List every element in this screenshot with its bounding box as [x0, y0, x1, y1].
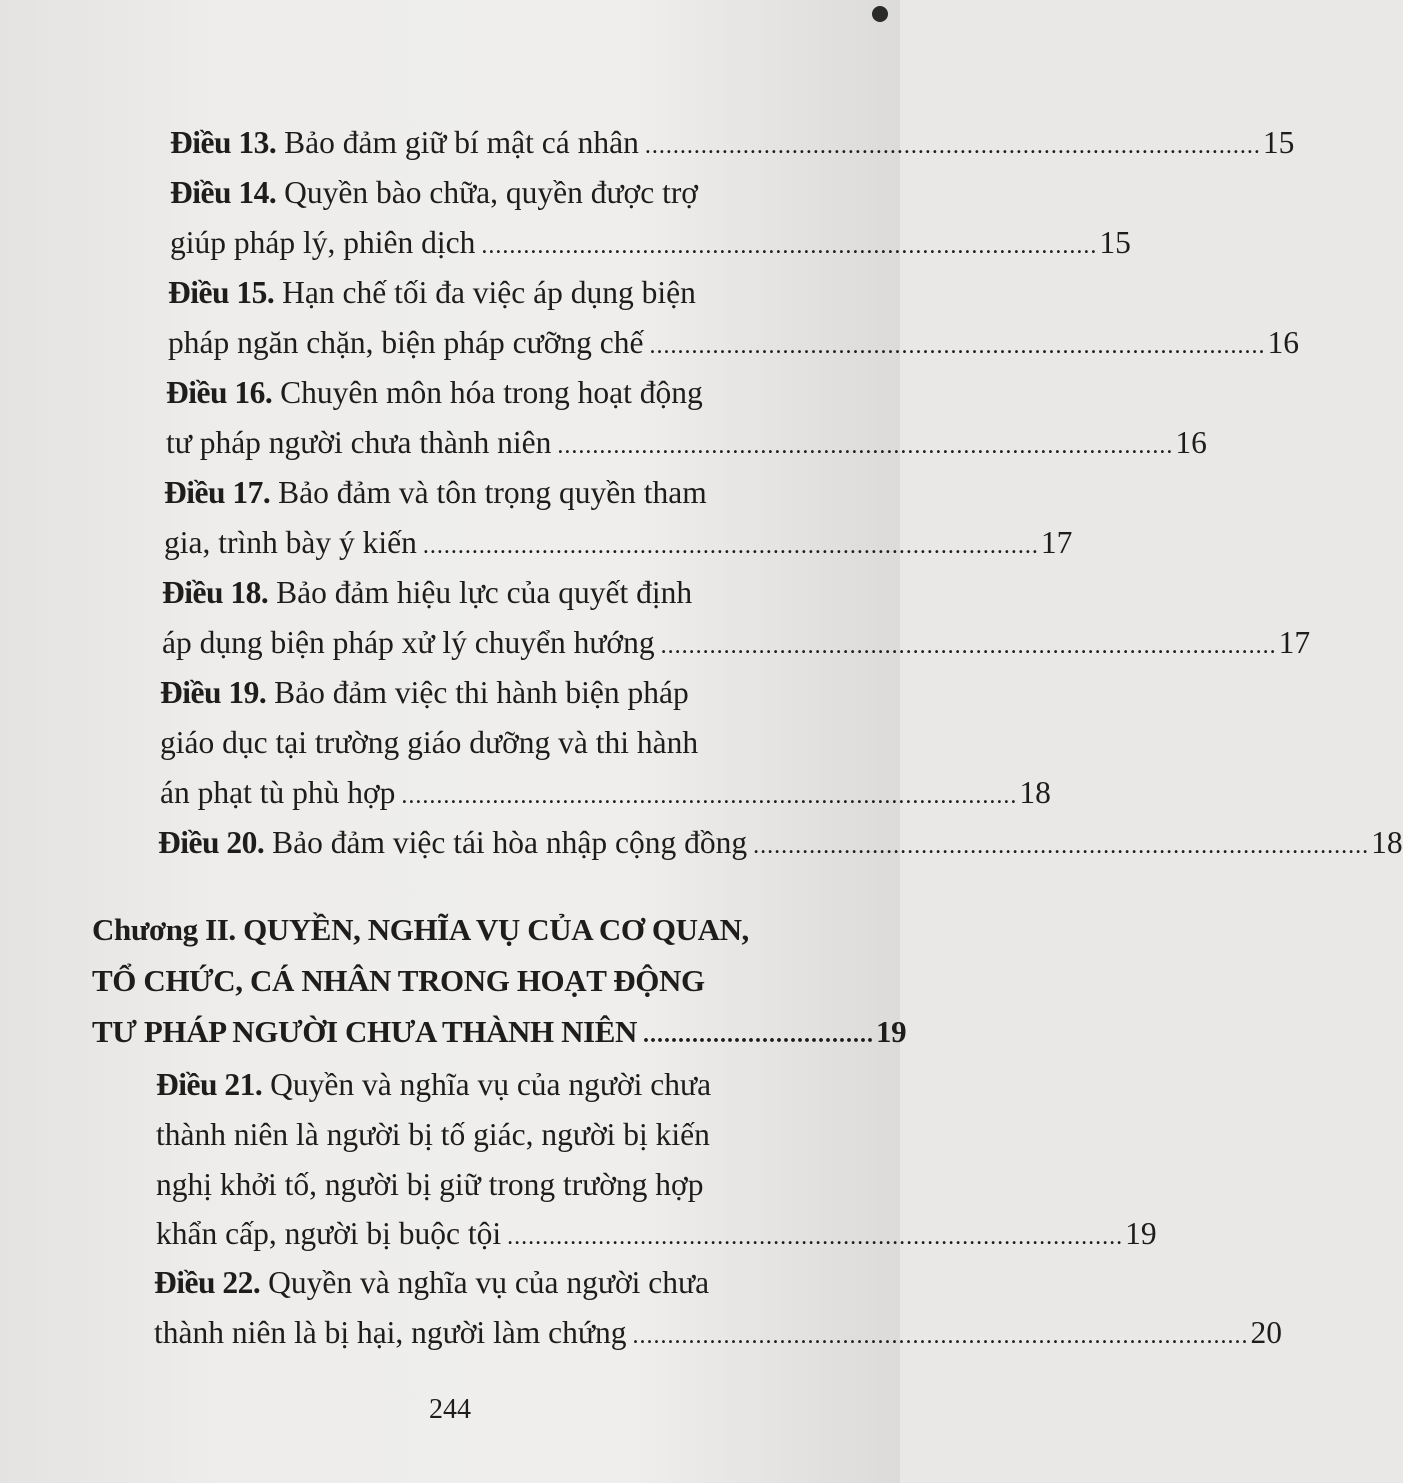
toc-entry-13: [170, 118, 1295, 172]
article-title-cont: khẩn cấp, người bị buộc tội: [156, 1216, 502, 1252]
article-title: Bảo đảm giữ bí mật cá nhân: [284, 125, 639, 160]
article-number: Điều 20.: [158, 825, 265, 860]
article-title-cont: thành niên là bị hại, người làm chứng: [154, 1314, 627, 1350]
toc-entry-21: [156, 1060, 1157, 1263]
page-ref: 18: [1371, 825, 1403, 860]
article-title: Chuyên môn hóa trong hoạt động: [280, 375, 703, 410]
article-number: Điều 18.: [162, 575, 269, 610]
toc-entry-20: [158, 818, 1403, 872]
page-ref: 17: [1278, 624, 1311, 660]
page-ref: 19: [876, 1014, 907, 1049]
article-number: Điều 16.: [166, 375, 273, 410]
leader-dots: ........................................................................................: [557, 432, 1174, 459]
toc-entry-16: [166, 368, 1207, 472]
article-number: Điều 14.: [170, 175, 277, 210]
corner-dot-mark: [872, 6, 888, 22]
chapter-title-line: TƯ PHÁP NGƯỜI CHƯA THÀNH NIÊN: [92, 1014, 637, 1049]
article-number: Điều 17.: [164, 475, 271, 510]
page-ref: 20: [1250, 1314, 1282, 1350]
page-ref: 19: [1125, 1216, 1157, 1252]
leader-dots: ........................................................................................: [507, 1224, 1124, 1251]
article-number: Điều 15.: [168, 275, 275, 310]
leader-dots: ........................................................................................: [401, 782, 1018, 809]
article-number: Điều 22.: [154, 1265, 261, 1300]
article-title-cont: nghị khởi tố, người bị giữ trong trường hợp: [156, 1166, 704, 1202]
leader-dots: ........................................................................................: [422, 532, 1039, 559]
toc-entry-14: [170, 168, 1131, 272]
toc-entry-19: [160, 668, 1051, 821]
article-title: Quyền và nghĩa vụ của người chưa: [270, 1067, 712, 1102]
leader-dots: ........................................................................................: [660, 632, 1277, 659]
article-title: Bảo đảm và tôn trọng quyền tham: [278, 475, 707, 510]
article-title-cont: án phạt tù phù hợp: [160, 774, 396, 810]
leader-dots: .................................: [643, 1022, 874, 1048]
article-title: Bảo đảm việc thi hành biện pháp: [274, 675, 689, 710]
toc-entry-17: [164, 468, 1073, 572]
toc-entry-15: [168, 268, 1299, 372]
chapter-title-line: TỔ CHỨC, CÁ NHÂN TRONG HOẠT ĐỘNG: [92, 963, 705, 998]
chapter-heading: [92, 904, 907, 1061]
article-title-cont: giúp pháp lý, phiên dịch: [170, 224, 476, 260]
article-title-cont: áp dụng biện pháp xử lý chuyển hướng: [162, 624, 655, 660]
page-ref: 17: [1040, 524, 1073, 560]
leader-dots: ........................................................................................: [649, 332, 1266, 359]
article-title-cont: gia, trình bày ý kiến: [164, 524, 417, 560]
article-title: Bảo đảm hiệu lực của quyết định: [276, 575, 693, 610]
article-title-cont: giáo dục tại trường giáo dưỡng và thi hành: [160, 724, 699, 760]
leader-dots: ........................................................................................: [632, 1322, 1249, 1349]
article-number: Điều 21.: [156, 1067, 263, 1102]
article-title: Bảo đảm việc tái hòa nhập cộng đồng: [272, 825, 748, 860]
page-number: 244: [429, 1394, 471, 1425]
page-ref: 18: [1019, 774, 1051, 810]
article-number: Điều 13.: [170, 125, 277, 160]
leader-dots: ........................................................................................: [644, 133, 1261, 159]
toc-entry-18: [162, 568, 1311, 672]
leader-dots: ........................................................................................: [481, 232, 1098, 259]
article-title-cont: tư pháp người chưa thành niên: [166, 424, 552, 460]
article-title: Quyền bào chữa, quyền được trợ: [284, 175, 698, 210]
page-ref: 16: [1175, 424, 1207, 460]
toc-entry-22: [154, 1258, 1282, 1362]
article-title: Hạn chế tối đa việc áp dụng biện: [282, 275, 696, 310]
page-ref: 15: [1099, 224, 1131, 260]
article-title: Quyền và nghĩa vụ của người chưa: [268, 1265, 710, 1300]
article-number: Điều 19.: [160, 675, 267, 710]
article-title-cont: pháp ngăn chặn, biện pháp cưỡng chế: [168, 324, 644, 360]
chapter-title-line: Chương II. QUYỀN, NGHĨA VỤ CỦA CƠ QUAN,: [92, 912, 749, 947]
leader-dots: ........................................................................................: [753, 833, 1370, 859]
page-ref: 15: [1262, 125, 1295, 160]
page-ref: 16: [1267, 324, 1299, 360]
article-title-cont: thành niên là người bị tố giác, người bị kiến: [156, 1116, 710, 1152]
